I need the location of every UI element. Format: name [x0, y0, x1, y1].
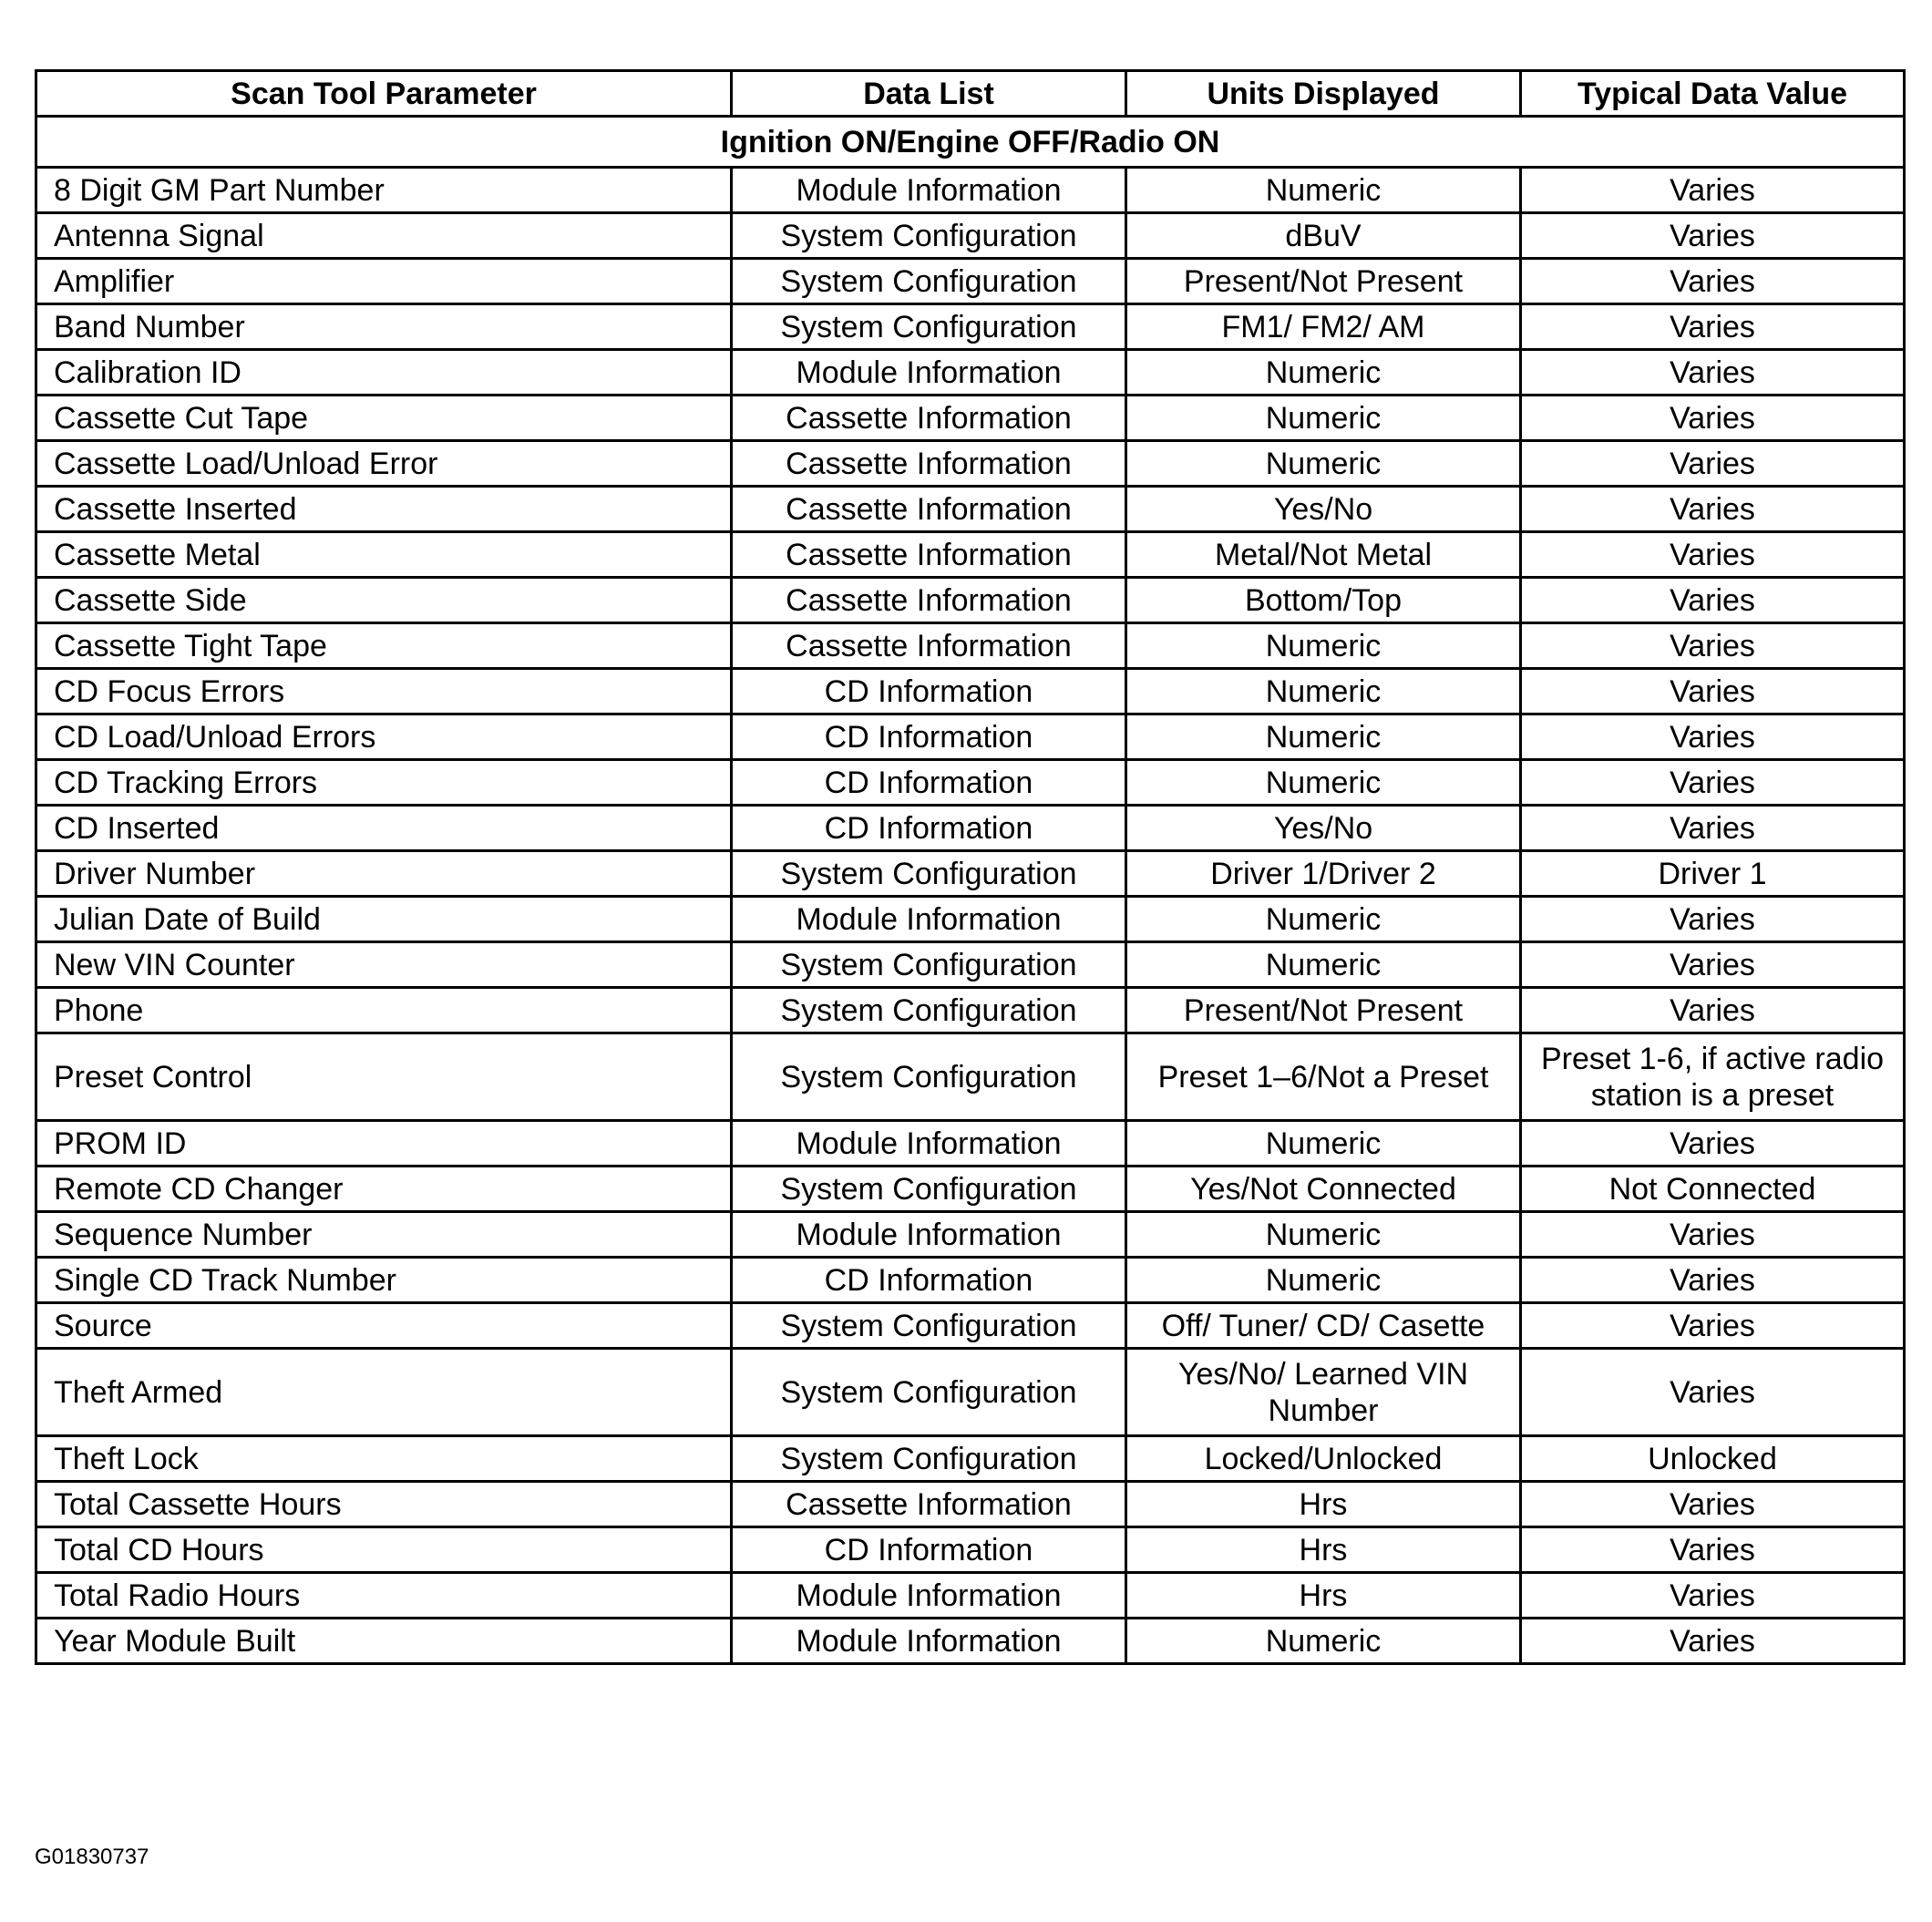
cell-data-list: System Configuration — [732, 1349, 1126, 1436]
table-row — [36, 1212, 1905, 1258]
cell-units-displayed: Numeric — [1126, 942, 1521, 988]
table-row — [36, 213, 1905, 259]
cell-typical-data-value: Varies — [1521, 1349, 1905, 1436]
cell-typical-data-value: Not Connected — [1521, 1167, 1905, 1212]
cell-typical-data-value: Varies — [1521, 1212, 1905, 1258]
cell-units-displayed: Numeric — [1126, 669, 1521, 714]
cell-data-list: Cassette Information — [732, 1482, 1126, 1527]
cell-scan-tool-parameter: CD Focus Errors — [36, 669, 732, 714]
table-row — [36, 532, 1905, 578]
cell-data-list: Cassette Information — [732, 623, 1126, 669]
cell-units-displayed: Bottom/Top — [1126, 578, 1521, 623]
cell-typical-data-value: Varies — [1521, 669, 1905, 714]
table-row — [36, 1033, 1905, 1121]
cell-units-displayed: Numeric — [1126, 1212, 1521, 1258]
cell-units-displayed: Hrs — [1126, 1573, 1521, 1619]
cell-scan-tool-parameter: CD Inserted — [36, 806, 732, 851]
table-row — [36, 942, 1905, 988]
cell-typical-data-value: Unlocked — [1521, 1436, 1905, 1482]
cell-data-list: Cassette Information — [732, 578, 1126, 623]
cell-units-displayed: Off/ Tuner/ CD/ Casette — [1126, 1303, 1521, 1349]
figure-id: G01830737 — [35, 1845, 149, 1869]
table-row — [36, 396, 1905, 441]
cell-scan-tool-parameter: 8 Digit GM Part Number — [36, 168, 732, 213]
table-row — [36, 1303, 1905, 1349]
header-scan-tool-parameter: Scan Tool Parameter — [36, 71, 732, 117]
cell-typical-data-value: Varies — [1521, 168, 1905, 213]
cell-units-displayed: Locked/Unlocked — [1126, 1436, 1521, 1482]
table-row — [36, 760, 1905, 806]
cell-scan-tool-parameter: Total CD Hours — [36, 1527, 732, 1573]
cell-scan-tool-parameter: Theft Lock — [36, 1436, 732, 1482]
table-row — [36, 897, 1905, 942]
table-row — [36, 1121, 1905, 1167]
cell-data-list: Cassette Information — [732, 532, 1126, 578]
section-title: Ignition ON/Engine OFF/Radio ON — [36, 117, 1905, 168]
cell-units-displayed: Driver 1/Driver 2 — [1126, 851, 1521, 897]
cell-data-list: System Configuration — [732, 988, 1126, 1033]
cell-typical-data-value: Varies — [1521, 578, 1905, 623]
cell-typical-data-value: Varies — [1521, 441, 1905, 487]
scan-tool-data-table — [35, 69, 1906, 1665]
cell-data-list: System Configuration — [732, 259, 1126, 304]
cell-typical-data-value: Varies — [1521, 532, 1905, 578]
cell-typical-data-value: Varies — [1521, 1527, 1905, 1573]
cell-units-displayed: Yes/Not Connected — [1126, 1167, 1521, 1212]
table-row — [36, 1482, 1905, 1527]
cell-units-displayed: Present/Not Present — [1126, 259, 1521, 304]
cell-units-displayed: Numeric — [1126, 168, 1521, 213]
cell-typical-data-value: Preset 1-6, if active radio station is a preset — [1521, 1033, 1905, 1121]
cell-typical-data-value: Varies — [1521, 897, 1905, 942]
table-row — [36, 168, 1905, 213]
table-row — [36, 1619, 1905, 1664]
cell-data-list: System Configuration — [732, 1167, 1126, 1212]
table-row — [36, 441, 1905, 487]
cell-typical-data-value: Varies — [1521, 1482, 1905, 1527]
cell-scan-tool-parameter: CD Tracking Errors — [36, 760, 732, 806]
cell-scan-tool-parameter: Cassette Cut Tape — [36, 396, 732, 441]
cell-typical-data-value: Varies — [1521, 396, 1905, 441]
cell-scan-tool-parameter: Cassette Metal — [36, 532, 732, 578]
cell-units-displayed: Numeric — [1126, 897, 1521, 942]
cell-typical-data-value: Varies — [1521, 1121, 1905, 1167]
cell-typical-data-value: Varies — [1521, 350, 1905, 396]
cell-scan-tool-parameter: Cassette Side — [36, 578, 732, 623]
header-data-list: Data List — [732, 71, 1126, 117]
cell-scan-tool-parameter: Driver Number — [36, 851, 732, 897]
cell-data-list: Module Information — [732, 1121, 1126, 1167]
cell-units-displayed: Numeric — [1126, 714, 1521, 760]
cell-data-list: CD Information — [732, 1527, 1126, 1573]
cell-scan-tool-parameter: Amplifier — [36, 259, 732, 304]
cell-data-list: CD Information — [732, 714, 1126, 760]
cell-typical-data-value: Varies — [1521, 806, 1905, 851]
cell-data-list: Module Information — [732, 1619, 1126, 1664]
cell-data-list: CD Information — [732, 669, 1126, 714]
header-units-displayed: Units Displayed — [1126, 71, 1521, 117]
cell-scan-tool-parameter: Cassette Inserted — [36, 487, 732, 532]
table-row — [36, 1167, 1905, 1212]
cell-scan-tool-parameter: Cassette Tight Tape — [36, 623, 732, 669]
cell-units-displayed: Yes/No — [1126, 806, 1521, 851]
cell-data-list: Module Information — [732, 1573, 1126, 1619]
cell-scan-tool-parameter: Single CD Track Number — [36, 1258, 732, 1303]
cell-units-displayed: Numeric — [1126, 760, 1521, 806]
cell-data-list: Cassette Information — [732, 396, 1126, 441]
cell-typical-data-value: Varies — [1521, 623, 1905, 669]
cell-scan-tool-parameter: Band Number — [36, 304, 732, 350]
cell-typical-data-value: Varies — [1521, 304, 1905, 350]
cell-data-list: CD Information — [732, 1258, 1126, 1303]
cell-scan-tool-parameter: Theft Armed — [36, 1349, 732, 1436]
cell-typical-data-value: Varies — [1521, 213, 1905, 259]
cell-typical-data-value: Driver 1 — [1521, 851, 1905, 897]
table-row — [36, 1527, 1905, 1573]
table-row — [36, 1258, 1905, 1303]
table-row — [36, 1349, 1905, 1436]
cell-data-list: Module Information — [732, 168, 1126, 213]
cell-data-list: Module Information — [732, 897, 1126, 942]
cell-units-displayed: Numeric — [1126, 1258, 1521, 1303]
cell-units-displayed: Metal/Not Metal — [1126, 532, 1521, 578]
cell-typical-data-value: Varies — [1521, 1258, 1905, 1303]
table-row — [36, 669, 1905, 714]
cell-typical-data-value: Varies — [1521, 714, 1905, 760]
cell-units-displayed: Numeric — [1126, 441, 1521, 487]
table-row — [36, 988, 1905, 1033]
table-row — [36, 487, 1905, 532]
cell-data-list: Module Information — [732, 1212, 1126, 1258]
cell-scan-tool-parameter: New VIN Counter — [36, 942, 732, 988]
cell-units-displayed: Numeric — [1126, 623, 1521, 669]
cell-data-list: CD Information — [732, 806, 1126, 851]
cell-units-displayed: Yes/No/ Learned VIN Number — [1126, 1349, 1521, 1436]
table-row — [36, 259, 1905, 304]
header-typical-data-value: Typical Data Value — [1521, 71, 1905, 117]
cell-typical-data-value: Varies — [1521, 1619, 1905, 1664]
table-row — [36, 806, 1905, 851]
cell-scan-tool-parameter: Sequence Number — [36, 1212, 732, 1258]
cell-scan-tool-parameter: Julian Date of Build — [36, 897, 732, 942]
cell-units-displayed: Numeric — [1126, 1619, 1521, 1664]
cell-data-list: System Configuration — [732, 304, 1126, 350]
cell-typical-data-value: Varies — [1521, 259, 1905, 304]
cell-typical-data-value: Varies — [1521, 1303, 1905, 1349]
cell-scan-tool-parameter: Source — [36, 1303, 732, 1349]
table-row — [36, 714, 1905, 760]
cell-scan-tool-parameter: Phone — [36, 988, 732, 1033]
cell-data-list: System Configuration — [732, 1436, 1126, 1482]
table-row — [36, 623, 1905, 669]
cell-scan-tool-parameter: Year Module Built — [36, 1619, 732, 1664]
cell-data-list: Cassette Information — [732, 487, 1126, 532]
cell-scan-tool-parameter: PROM ID — [36, 1121, 732, 1167]
cell-typical-data-value: Varies — [1521, 487, 1905, 532]
cell-data-list: Cassette Information — [732, 441, 1126, 487]
table-row — [36, 1573, 1905, 1619]
cell-units-displayed: FM1/ FM2/ AM — [1126, 304, 1521, 350]
cell-scan-tool-parameter: CD Load/Unload Errors — [36, 714, 732, 760]
cell-data-list: System Configuration — [732, 851, 1126, 897]
cell-units-displayed: Numeric — [1126, 1121, 1521, 1167]
cell-data-list: System Configuration — [732, 1303, 1126, 1349]
cell-data-list: System Configuration — [732, 1033, 1126, 1121]
cell-units-displayed: Hrs — [1126, 1527, 1521, 1573]
table-row — [36, 304, 1905, 350]
table-row — [36, 851, 1905, 897]
cell-units-displayed: Present/Not Present — [1126, 988, 1521, 1033]
cell-data-list: System Configuration — [732, 942, 1126, 988]
cell-units-displayed: dBuV — [1126, 213, 1521, 259]
cell-typical-data-value: Varies — [1521, 760, 1905, 806]
cell-scan-tool-parameter: Antenna Signal — [36, 213, 732, 259]
header-row — [36, 71, 1905, 117]
cell-data-list: Module Information — [732, 350, 1126, 396]
cell-scan-tool-parameter: Preset Control — [36, 1033, 732, 1121]
cell-units-displayed: Yes/No — [1126, 487, 1521, 532]
table-row — [36, 578, 1905, 623]
cell-units-displayed: Preset 1–6/Not a Preset — [1126, 1033, 1521, 1121]
cell-data-list: CD Information — [732, 760, 1126, 806]
cell-scan-tool-parameter: Remote CD Changer — [36, 1167, 732, 1212]
section-row — [36, 117, 1905, 168]
cell-typical-data-value: Varies — [1521, 1573, 1905, 1619]
cell-typical-data-value: Varies — [1521, 942, 1905, 988]
cell-units-displayed: Numeric — [1126, 350, 1521, 396]
cell-data-list: System Configuration — [732, 213, 1126, 259]
cell-scan-tool-parameter: Total Cassette Hours — [36, 1482, 732, 1527]
cell-typical-data-value: Varies — [1521, 988, 1905, 1033]
table-row — [36, 1436, 1905, 1482]
cell-scan-tool-parameter: Total Radio Hours — [36, 1573, 732, 1619]
cell-scan-tool-parameter: Cassette Load/Unload Error — [36, 441, 732, 487]
table-row — [36, 350, 1905, 396]
cell-units-displayed: Hrs — [1126, 1482, 1521, 1527]
cell-units-displayed: Numeric — [1126, 396, 1521, 441]
cell-scan-tool-parameter: Calibration ID — [36, 350, 732, 396]
